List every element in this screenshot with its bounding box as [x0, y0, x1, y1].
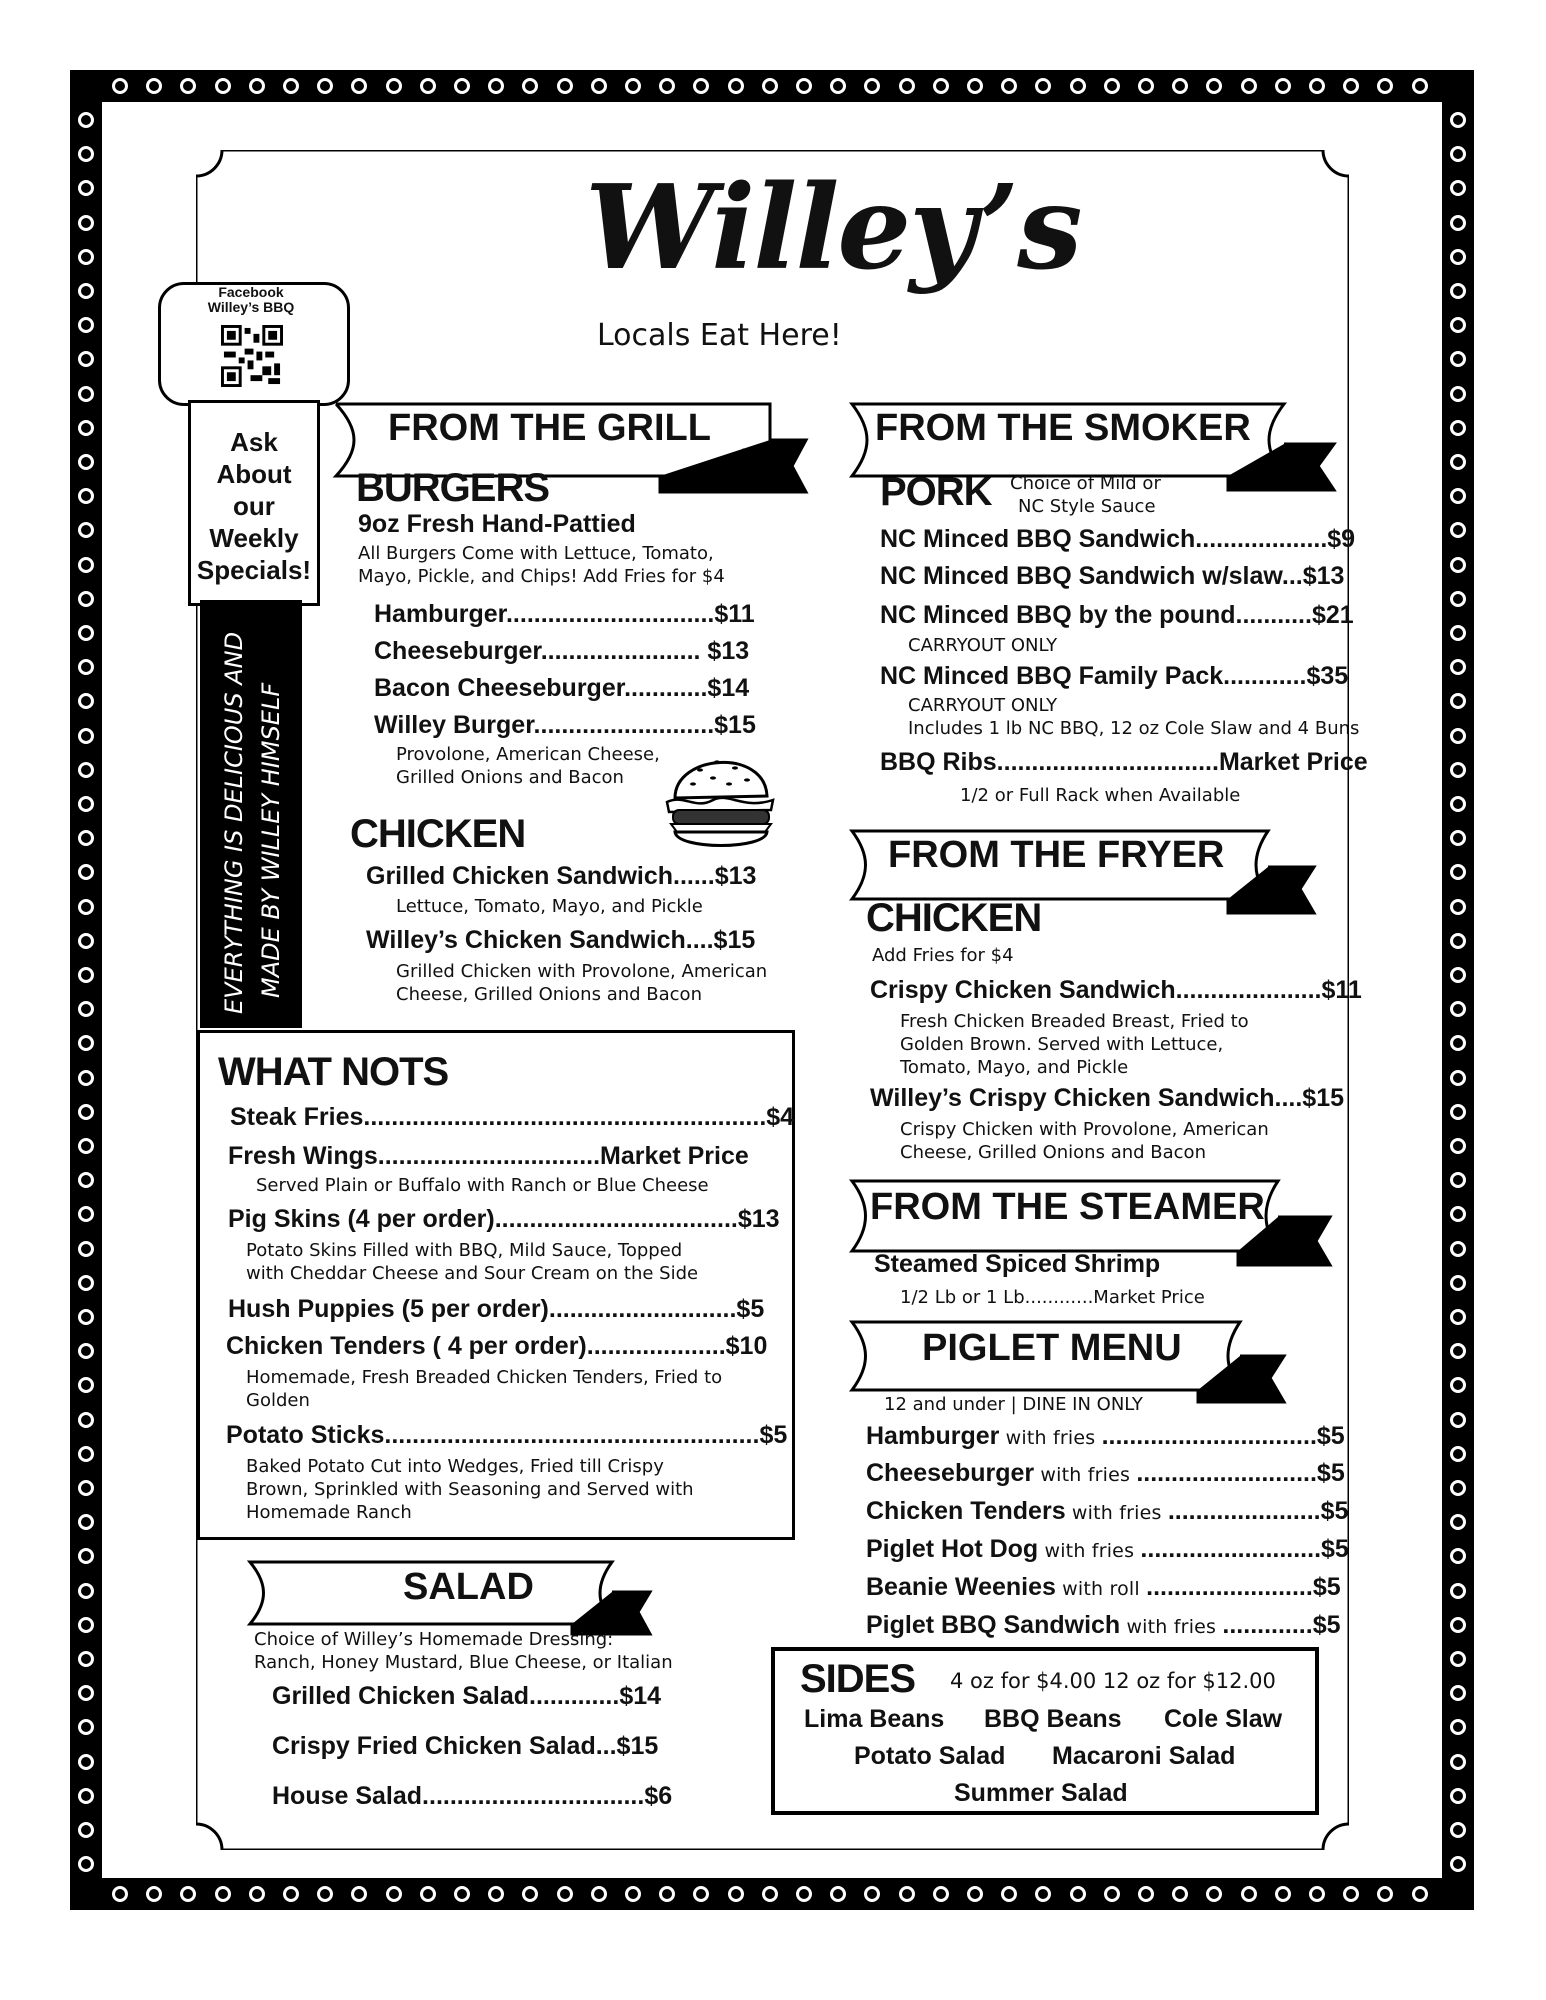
burgers-heading: BURGERS [356, 466, 550, 510]
border-dot [1450, 1001, 1466, 1017]
border-dot [864, 1886, 880, 1902]
border-dot [78, 1514, 94, 1530]
border-dot [1450, 864, 1466, 880]
qr-label-page: Willey’s BBQ [207, 299, 295, 315]
border-dot [454, 78, 470, 94]
menu-item-pig-skins: Pig Skins (4 per order)...................................$13 [228, 1205, 780, 1233]
border-dot [78, 351, 94, 367]
border-dot [1450, 488, 1466, 504]
border-dot [728, 78, 744, 94]
side-banner-text [200, 600, 302, 1028]
border-dot [1450, 659, 1466, 675]
border-dot [1275, 78, 1291, 94]
border-dot [78, 557, 94, 573]
item-description: Baked Potato Cut into Wedges, Fried till Crispy [246, 1456, 664, 1477]
border-dot [1450, 249, 1466, 265]
border-dot [1035, 78, 1051, 94]
border-dot [1377, 1886, 1393, 1902]
border-dot [1001, 1886, 1017, 1902]
salad-note: Choice of Willey’s Homemade Dressing: [254, 1629, 614, 1650]
border-dot [1450, 728, 1466, 744]
border-dot [1450, 351, 1466, 367]
item-description: Includes 1 lb NC BBQ, 12 oz Cole Slaw and 4 Buns [908, 718, 1360, 739]
side-bbq-beans: BBQ Beans [984, 1705, 1122, 1733]
fryer-chicken-heading: CHICKEN [866, 896, 1042, 940]
border-dot [557, 1886, 573, 1902]
border-dot [1450, 693, 1466, 709]
border-dot [1172, 1886, 1188, 1902]
border-dot [1450, 967, 1466, 983]
border-dot [830, 1886, 846, 1902]
border-dot [1450, 1548, 1466, 1564]
border-dot [591, 1886, 607, 1902]
border-dot [78, 796, 94, 812]
salad-note: Ranch, Honey Mustard, Blue Cheese, or Italian [254, 1652, 673, 1673]
item-price: ........................$5 [1146, 1573, 1341, 1601]
item-price: .............$5 [1222, 1611, 1341, 1639]
menu-item-crispy-fried-chicken-salad: Crispy Fried Chicken Salad...$15 [272, 1732, 659, 1760]
item-name: Chicken Tenders [866, 1497, 1066, 1525]
specials-line: About [216, 459, 292, 489]
border-dot [557, 78, 573, 94]
border-dot [1450, 1377, 1466, 1393]
pork-note: Choice of Mild or [1010, 473, 1161, 494]
border-dot [591, 78, 607, 94]
border-dot [864, 78, 880, 94]
border-dot [78, 899, 94, 915]
border-dot [78, 967, 94, 983]
item-price: ...............................$5 [1101, 1422, 1345, 1450]
border-dot [967, 78, 983, 94]
border-dot [78, 317, 94, 333]
border-dot [1450, 1788, 1466, 1804]
border-dot [1450, 146, 1466, 162]
border-dot [1450, 933, 1466, 949]
border-dot [1450, 1412, 1466, 1428]
item-name: Cheeseburger [866, 1459, 1035, 1487]
border-dot [78, 1001, 94, 1017]
border-dot [78, 215, 94, 231]
border-dot [1450, 1617, 1466, 1633]
border-dot [1035, 1886, 1051, 1902]
border-dot [1450, 1856, 1466, 1872]
item-description: Lettuce, Tomato, Mayo, and Pickle [396, 896, 703, 917]
border-dot [180, 1886, 196, 1902]
border-dot [1450, 454, 1466, 470]
border-dot [78, 488, 94, 504]
border-dot [1450, 1719, 1466, 1735]
border-dot [78, 1035, 94, 1051]
border-dot [78, 522, 94, 538]
item-description: Provolone, American Cheese, [396, 744, 660, 765]
border-dot [522, 78, 538, 94]
border-dot [1138, 78, 1154, 94]
border-dot [1450, 557, 1466, 573]
border-dot [1450, 1651, 1466, 1667]
qr-code-icon[interactable] [221, 325, 283, 387]
specials-line: Weekly [209, 523, 299, 553]
border-dot [1450, 830, 1466, 846]
border-dot [1450, 1343, 1466, 1359]
item-name: Hamburger [866, 1422, 1000, 1450]
border-dot [1450, 1070, 1466, 1086]
banner-smoker-label: FROM THE SMOKER [875, 407, 1251, 449]
item-name: Beanie Weenies [866, 1573, 1056, 1601]
menu-item-willey-burger: Willey Burger..........................$15 [374, 711, 756, 739]
menu-item-piglet-hot-dog [866, 1535, 1349, 1564]
side-potato-salad: Potato Salad [854, 1742, 1006, 1770]
border-dot [1241, 1886, 1257, 1902]
border-dot [386, 78, 402, 94]
border-dot [1450, 386, 1466, 402]
item-description: CARRYOUT ONLY [908, 695, 1058, 716]
item-price: ..........................$5 [1140, 1535, 1349, 1563]
border-dot [933, 1886, 949, 1902]
item-extra: with roll [1055, 1578, 1147, 1600]
whatnots-heading: WHAT NOTS [218, 1050, 449, 1094]
border-dot [1450, 1685, 1466, 1701]
border-dot [78, 1754, 94, 1770]
border-dot [78, 864, 94, 880]
item-description: 1/2 or Full Rack when Available [960, 785, 1241, 806]
border-dot [1450, 762, 1466, 778]
border-dot [78, 1583, 94, 1599]
border-dot [215, 78, 231, 94]
border-dot [659, 78, 675, 94]
border-dot [1450, 899, 1466, 915]
border-dot [78, 112, 94, 128]
menu-item-piglet-bbq-sandwich [866, 1611, 1341, 1640]
border-dot [762, 78, 778, 94]
border-dot [78, 1480, 94, 1496]
item-extra: with fries [999, 1427, 1102, 1449]
side-macaroni-salad: Macaroni Salad [1052, 1742, 1236, 1770]
border-dot [78, 1685, 94, 1701]
border-dot [1450, 625, 1466, 641]
border-dot [78, 830, 94, 846]
border-dot [78, 933, 94, 949]
border-dot [351, 1886, 367, 1902]
fryer-note: Add Fries for $4 [872, 945, 1014, 966]
border-dot [693, 1886, 709, 1902]
border-dot [625, 1886, 641, 1902]
item-price: ......................$5 [1167, 1497, 1349, 1525]
side-cole-slaw: Cole Slaw [1164, 1705, 1283, 1733]
border-dot [78, 1343, 94, 1359]
item-extra: with fries [1120, 1616, 1223, 1638]
border-dot [899, 1886, 915, 1902]
border-dot [78, 1172, 94, 1188]
menu-item-nc-minced-bbq-sandwich: NC Minced BBQ Sandwich...................$9 [880, 525, 1356, 553]
item-description: Cheese, Grilled Onions and Bacon [396, 984, 702, 1005]
border-dot [1172, 78, 1188, 94]
item-description: Homemade, Fresh Breaded Chicken Tenders, Fried to [246, 1367, 723, 1388]
border-dot [1412, 78, 1428, 94]
border-dot [180, 78, 196, 94]
border-dot [78, 1822, 94, 1838]
border-dot [967, 1886, 983, 1902]
menu-item-grilled-chicken-salad: Grilled Chicken Salad.............$14 [272, 1682, 662, 1710]
border-dot [78, 1377, 94, 1393]
border-dot [1450, 420, 1466, 436]
border-dot [1450, 796, 1466, 812]
menu-item-nc-minced-bbq-sandwich-slaw: NC Minced BBQ Sandwich w/slaw...$13 [880, 562, 1345, 590]
pork-heading: PORK [880, 470, 992, 514]
border-dot [78, 1446, 94, 1462]
item-description: Fresh Chicken Breaded Breast, Fried to [900, 1011, 1249, 1032]
menu-item-hush-puppies: Hush Puppies (5 per order)...........................$5 [228, 1295, 765, 1323]
border-dot [1104, 78, 1120, 94]
grill-chicken-heading: CHICKEN [350, 812, 526, 856]
border-dot [762, 1886, 778, 1902]
border-dot [1450, 1822, 1466, 1838]
border-dot [1450, 1241, 1466, 1257]
border-dot [78, 1856, 94, 1872]
border-dot [1001, 78, 1017, 94]
menu-item-nc-minced-bbq-pound: NC Minced BBQ by the pound...........$21 [880, 601, 1354, 629]
border-dot [1206, 1886, 1222, 1902]
menu-item-steak-fries: Steak Fries..........................................................$4 [230, 1103, 795, 1131]
brand-logo: Willey’s [585, 160, 1081, 296]
border-dot [1450, 1309, 1466, 1325]
menu-item-nc-minced-bbq-family-pack: NC Minced BBQ Family Pack............$35 [880, 662, 1349, 690]
banner-grill-label: FROM THE GRILL [388, 407, 711, 449]
border-dot [386, 1886, 402, 1902]
border-dot [728, 1886, 744, 1902]
border-dot [625, 78, 641, 94]
item-description: Grilled Chicken with Provolone, American [396, 961, 768, 982]
border-dot [1450, 591, 1466, 607]
border-dot [1309, 1886, 1325, 1902]
border-dot [78, 1070, 94, 1086]
menu-item-chicken-tenders: Chicken Tenders ( 4 per order)....................$10 [226, 1332, 768, 1360]
border-dot [1450, 522, 1466, 538]
border-dot [1450, 1480, 1466, 1496]
item-description: Golden [246, 1390, 310, 1411]
border-dot [78, 659, 94, 675]
item-description: with Cheddar Cheese and Sour Cream on the Side [246, 1263, 699, 1284]
item-price: ..........................$5 [1136, 1459, 1345, 1487]
qr-label-facebook: Facebook [218, 284, 284, 300]
specials-line: Specials! [196, 555, 312, 585]
border-dot [78, 1206, 94, 1222]
border-dot [1070, 78, 1086, 94]
brand-tagline: Locals Eat Here! [597, 318, 842, 353]
border-dot [78, 1651, 94, 1667]
menu-item-bbq-ribs: BBQ Ribs................................Market Price [880, 748, 1368, 776]
menu-item-willeys-crispy-chicken-sandwich: Willey’s Crispy Chicken Sandwich....$15 [870, 1084, 1345, 1112]
side-summer-salad: Summer Salad [954, 1779, 1128, 1807]
sides-heading: SIDES [800, 1657, 916, 1701]
specials-line: Ask [230, 427, 278, 457]
item-description: CARRYOUT ONLY [908, 635, 1058, 656]
burgers-note: All Burgers Come with Lettuce, Tomato, [358, 543, 714, 564]
border-dot [78, 1788, 94, 1804]
side-lima-beans: Lima Beans [804, 1705, 945, 1733]
menu-item-grilled-chicken-sandwich: Grilled Chicken Sandwich......$13 [366, 862, 757, 890]
border-dot [146, 78, 162, 94]
border-dot [1450, 1275, 1466, 1291]
border-dot [1450, 1514, 1466, 1530]
border-dot [1275, 1886, 1291, 1902]
piglet-note: 12 and under | DINE IN ONLY [884, 1394, 1143, 1415]
banner-steamer-label: FROM THE STEAMER [870, 1186, 1265, 1228]
menu-item-potato-sticks: Potato Sticks......................................................$5 [226, 1421, 788, 1449]
burgers-note: Mayo, Pickle, and Chips! Add Fries for $4 [358, 566, 725, 587]
item-description: Served Plain or Buffalo with Ranch or Blue Cheese [256, 1175, 709, 1196]
item-extra: with fries [1065, 1502, 1168, 1524]
border-dot [420, 78, 436, 94]
menu-item-hamburger: Hamburger..............................$11 [374, 600, 755, 628]
item-description: Golden Brown. Served with Lettuce, [900, 1034, 1224, 1055]
border-dot [78, 1617, 94, 1633]
item-name: Piglet Hot Dog [866, 1535, 1039, 1563]
border-dot [420, 1886, 436, 1902]
item-extra: with fries [1034, 1464, 1137, 1486]
border-dot [112, 78, 128, 94]
border-dot [78, 454, 94, 470]
border-dot [1343, 78, 1359, 94]
menu-item-piglet-cheeseburger [866, 1459, 1345, 1488]
border-dot [78, 386, 94, 402]
border-dot [522, 1886, 538, 1902]
border-dot [78, 728, 94, 744]
border-dot [1138, 1886, 1154, 1902]
border-dot [1450, 1104, 1466, 1120]
border-dot [1412, 1886, 1428, 1902]
side-banner-line1: EVERYTHING IS DELICIOUS AND [220, 631, 248, 1014]
menu-item-house-salad: House Salad................................$6 [272, 1782, 673, 1810]
border-dot [1450, 180, 1466, 196]
border-dot [1450, 112, 1466, 128]
border-dot [1377, 78, 1393, 94]
border-dot [1343, 1886, 1359, 1902]
border-dot [112, 1886, 128, 1902]
border-dot [78, 146, 94, 162]
menu-item-cheeseburger: Cheeseburger....................... $13 [374, 637, 750, 665]
item-description: Crispy Chicken with Provolone, American [900, 1119, 1269, 1140]
border-dot [317, 1886, 333, 1902]
border-dot [249, 1886, 265, 1902]
border-dot [1450, 1138, 1466, 1154]
menu-item-beanie-weenies [866, 1573, 1341, 1602]
border-dot [78, 591, 94, 607]
banner-piglet-label: PIGLET MENU [922, 1327, 1182, 1369]
sides-prices: 4 oz for $4.00 12 oz for $12.00 [950, 1669, 1276, 1693]
border-dot [1450, 283, 1466, 299]
border-dot [78, 1548, 94, 1564]
border-dot [78, 420, 94, 436]
border-dot [78, 693, 94, 709]
border-dot [830, 78, 846, 94]
border-dot [283, 1886, 299, 1902]
side-banner-line2: MADE BY WILLEY HIMSELF [257, 682, 285, 998]
border-dot [78, 180, 94, 196]
menu-item-willeys-chicken-sandwich: Willey’s Chicken Sandwich....$15 [366, 926, 756, 954]
border-dot [1309, 78, 1325, 94]
item-description: Potato Skins Filled with BBQ, Mild Sauce, Topped [246, 1240, 683, 1261]
border-dot [454, 1886, 470, 1902]
border-dot [899, 78, 915, 94]
border-dot [78, 1138, 94, 1154]
border-dot [78, 249, 94, 265]
banner-fryer-label: FROM THE FRYER [888, 834, 1225, 876]
border-dot [78, 1104, 94, 1120]
item-description: 1/2 Lb or 1 Lb............Market Price [900, 1287, 1205, 1308]
border-dot [78, 1241, 94, 1257]
menu-item-piglet-chicken-tenders [866, 1497, 1348, 1526]
border-dot [1450, 215, 1466, 231]
border-dot [693, 78, 709, 94]
item-description: Tomato, Mayo, and Pickle [900, 1057, 1129, 1078]
border-dot [78, 283, 94, 299]
border-dot [659, 1886, 675, 1902]
border-dot [351, 78, 367, 94]
border-dot [1450, 1754, 1466, 1770]
border-dot [78, 762, 94, 778]
border-dot [78, 625, 94, 641]
border-dot [933, 78, 949, 94]
border-dot [488, 78, 504, 94]
border-dot [796, 78, 812, 94]
border-dot [1450, 1206, 1466, 1222]
border-dot [317, 78, 333, 94]
border-dot [78, 1309, 94, 1325]
item-name: Piglet BBQ Sandwich [866, 1611, 1121, 1639]
menu-item-fresh-wings: Fresh Wings................................Market Price [228, 1142, 749, 1170]
menu-item-piglet-hamburger [866, 1422, 1345, 1451]
specials-line: our [233, 491, 275, 521]
border-dot [1241, 78, 1257, 94]
menu-item-crispy-chicken-sandwich: Crispy Chicken Sandwich.....................$11 [870, 976, 1362, 1004]
banner-salad-label: SALAD [403, 1566, 534, 1608]
border-dot [78, 1719, 94, 1735]
border-dot [1450, 1446, 1466, 1462]
border-dot [1206, 78, 1222, 94]
border-dot [78, 1275, 94, 1291]
border-dot [215, 1886, 231, 1902]
border-dot [1450, 1172, 1466, 1188]
border-dot [796, 1886, 812, 1902]
burgers-subheading: 9oz Fresh Hand-Pattied [358, 510, 636, 538]
border-dot [1450, 1035, 1466, 1051]
item-description: Grilled Onions and Bacon [396, 767, 624, 788]
pork-note: NC Style Sauce [1018, 496, 1156, 517]
item-description: Homemade Ranch [246, 1502, 412, 1523]
border-dot [249, 78, 265, 94]
border-dot [1104, 1886, 1120, 1902]
item-description: Cheese, Grilled Onions and Bacon [900, 1142, 1206, 1163]
border-dot [283, 78, 299, 94]
menu-item-bacon-cheeseburger: Bacon Cheeseburger............$14 [374, 674, 750, 702]
border-dot [1450, 317, 1466, 333]
item-extra: with fries [1038, 1540, 1141, 1562]
border-dot [1070, 1886, 1086, 1902]
border-dot [146, 1886, 162, 1902]
border-dot [488, 1886, 504, 1902]
item-description: Brown, Sprinkled with Seasoning and Served with [246, 1479, 694, 1500]
border-dot [78, 1412, 94, 1428]
burger-icon [655, 740, 780, 854]
border-dot [1450, 1583, 1466, 1599]
menu-item-steamed-spiced-shrimp: Steamed Spiced Shrimp [874, 1250, 1161, 1278]
